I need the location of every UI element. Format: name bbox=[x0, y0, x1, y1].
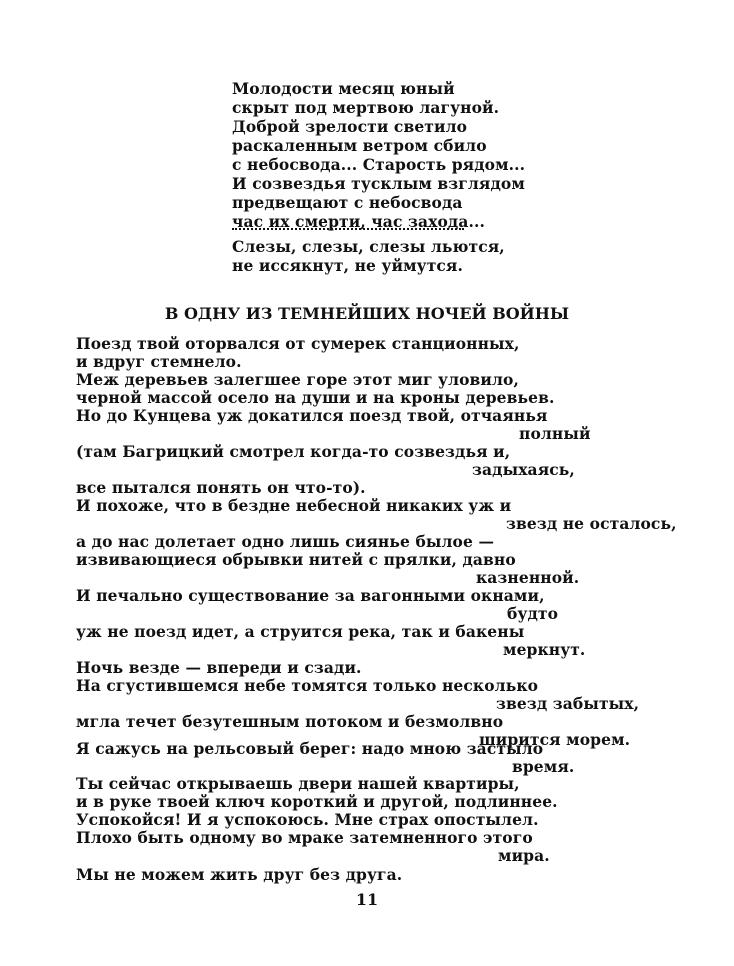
poem-2-line: Я сажусь на рельсовый берег: надо мною застыло bbox=[76, 739, 544, 758]
poem-2-line-continuation: ширится морем. bbox=[479, 730, 631, 749]
poem-2-line: уж не поезд идет, а струится река, так и бакены bbox=[76, 622, 525, 641]
poem-2-line-continuation: меркнут. bbox=[503, 640, 586, 659]
poem-2-line: мгла течет безутешным потоком и безмолвно bbox=[76, 712, 504, 731]
poem-1-line: Слезы, слезы, слезы льются, bbox=[232, 237, 505, 256]
poem-2-line: Успокойся! И я успокоюсь. Мне страх опостылел. bbox=[76, 810, 539, 829]
poem-2-line: извивающиеся обрывки нитей с прялки, давно bbox=[76, 550, 516, 569]
ellipsis-divider bbox=[232, 228, 464, 230]
poem-2-title: В ОДНУ ИЗ ТЕМНЕЙШИХ НОЧЕЙ ВОЙНЫ bbox=[164, 304, 570, 323]
poem-2-line-continuation: казненной. bbox=[476, 568, 580, 587]
poem-2-line: Но до Кунцева уж докатился поезд твой, отчаянья bbox=[76, 406, 548, 425]
poem-2-line: и в руке твоей ключ короткий и другой, подлиннее. bbox=[76, 792, 558, 811]
poem-2-line: Плохо быть одному во мраке затемненного этого bbox=[76, 828, 533, 847]
poem-2-line: На сгустившемся небе томятся только несколько bbox=[76, 676, 539, 695]
poem-2-line: все пытался понять он что-то). bbox=[76, 478, 366, 497]
poem-1-line: предвещают с небосвода bbox=[232, 193, 463, 212]
poem-2-line-continuation: звезд забытых, bbox=[496, 694, 640, 713]
poem-2-line: черной массой осело на души и на кроны деревьев. bbox=[76, 388, 555, 407]
poem-1-line: скрыт под мертвою лагуной. bbox=[232, 98, 500, 117]
poem-2-line: Ночь везде — впереди и сзади. bbox=[76, 658, 362, 677]
page-number: 11 bbox=[355, 890, 379, 909]
poem-1-line: Молодости месяц юный bbox=[232, 79, 455, 98]
poem-2-line-continuation: время. bbox=[512, 757, 575, 776]
poem-1-line: не иссякнут, не уймутся. bbox=[232, 256, 463, 275]
poem-2-line: Меж деревьев залегшее горе этот миг уловило, bbox=[76, 370, 519, 389]
poem-1-line: раскаленным ветром сбило bbox=[232, 136, 487, 155]
poem-2-line: и вдруг стемнело. bbox=[76, 352, 242, 371]
poem-2-line: И печально существование за вагонными окнами, bbox=[76, 586, 545, 605]
poem-2-line: Поезд твой оторвался от сумерек станционных, bbox=[76, 334, 520, 353]
poem-1-line: час их смерти, час захода... bbox=[232, 212, 485, 231]
poem-2-line-continuation: полный bbox=[519, 424, 591, 443]
poem-2-line-continuation: будто bbox=[507, 604, 559, 623]
poem-1-line: И созвездья тусклым взглядом bbox=[232, 174, 525, 193]
poem-2-line: Мы не можем жить друг без друга. bbox=[76, 865, 403, 884]
poem-2-line-continuation: задыхаясь, bbox=[472, 460, 575, 479]
poem-2-line-continuation: мира. bbox=[498, 846, 550, 865]
poem-1-line: Доброй зрелости светило bbox=[232, 117, 468, 136]
poem-2-line: И похоже, что в бездне небесной никаких уж и bbox=[76, 496, 512, 515]
poem-2-line: Ты сейчас открываешь двери нашей квартиры, bbox=[76, 774, 520, 793]
poem-2-line: (там Багрицкий смотрел когда-то созвездья и, bbox=[76, 442, 511, 461]
poem-2-line-continuation: звезд не осталось, bbox=[506, 514, 677, 533]
poem-2-line: а до нас долетает одно лишь сиянье былое — bbox=[76, 532, 495, 551]
poem-1-line: с небосвода... Старость рядом... bbox=[232, 155, 526, 174]
